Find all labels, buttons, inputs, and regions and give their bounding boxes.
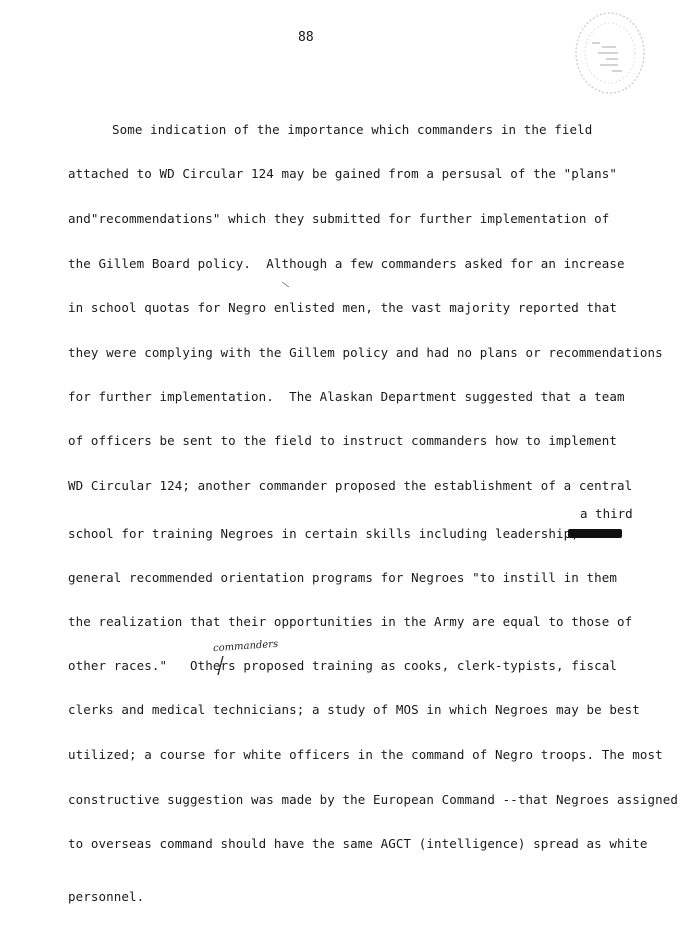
text-line-14: clerks and medical technicians; a study of MOS in which Negroes may be best — [68, 702, 640, 717]
text-line-2: attached to WD Circular 124 may be gained from a persusal of the "plans" — [68, 166, 618, 181]
archive-stamp — [572, 8, 648, 98]
text-line-5: in school quotas for Negro enlisted men, the vast majority reported that — [68, 300, 618, 315]
typed-insertion: a third — [580, 506, 633, 521]
handwritten-insertion: commanders — [212, 638, 279, 655]
text-line-8: of officers be sent to the field to instruct commanders how to implement — [68, 433, 618, 448]
text-line-12: the realization that their opportunities in the Army are equal to those of — [68, 614, 633, 629]
text-line-18: personnel. — [68, 889, 145, 904]
text-line-10: school for training Negroes in certain skills including leadership; — [68, 526, 579, 541]
stray-mark — [282, 282, 290, 288]
text-line-9: WD Circular 124; another commander proposed the establishment of a central — [68, 478, 633, 493]
text-line-7: for further implementation. The Alaskan Department suggested that a team — [68, 389, 625, 404]
text-line-1: Some indication of the importance which commanders in the field — [112, 122, 593, 137]
text-line-4: the Gillem Board policy. Although a few commanders asked for an increase — [68, 256, 625, 271]
text-line-11: general recommended orientation programs for Negroes "to instill in them — [68, 570, 618, 585]
page-number: 88 — [298, 30, 314, 45]
text-line-15: utilized; a course for white officers in the command of Negro troops. The most — [68, 747, 663, 762]
text-line-13: other races." Others proposed training as cooks, clerk-typists, fiscal — [68, 658, 618, 673]
text-line-17: to overseas command should have the same AGCT (intelligence) spread as white — [68, 836, 648, 851]
text-line-6: they were complying with the Gillem policy and had no plans or recommendations — [68, 345, 663, 360]
text-line-3: and"recommendations" which they submitted for further implementation of — [68, 211, 610, 226]
text-line-16: constructive suggestion was made by the European Command --that Negroes assigned — [68, 792, 679, 807]
